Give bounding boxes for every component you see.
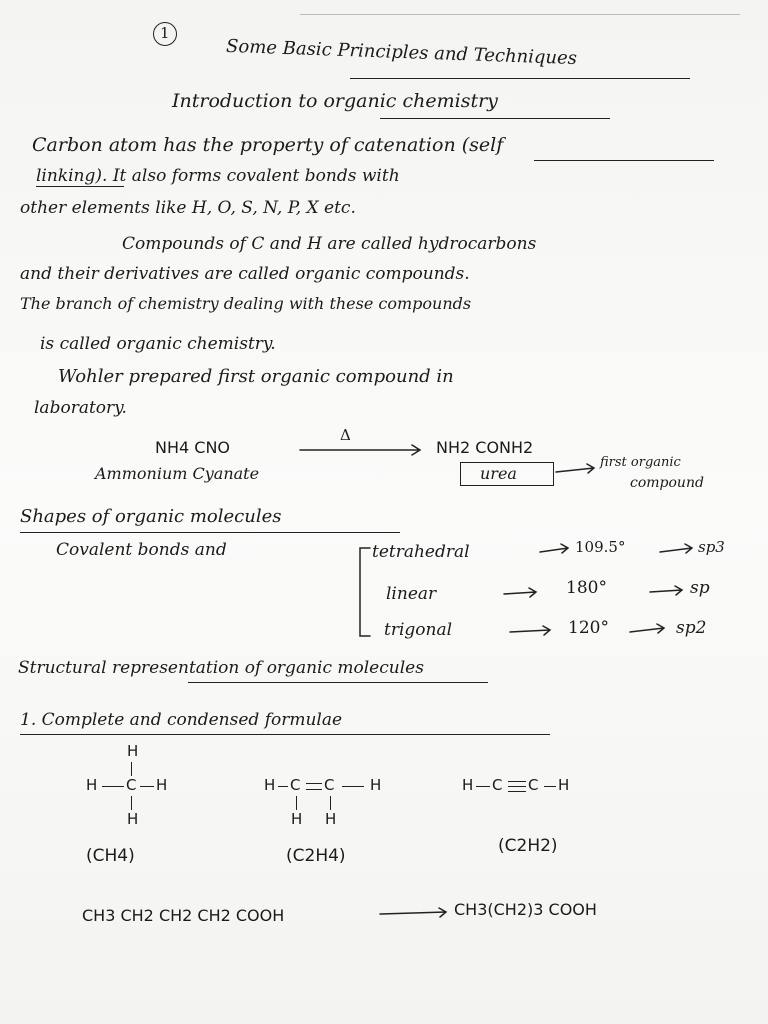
intro-line-7: is called organic chemistry. <box>40 334 276 354</box>
shapes-lead: Covalent bonds and <box>56 540 227 560</box>
shapes-heading: Shapes of organic molecules <box>20 506 282 527</box>
reactant-formula: NH4 CNO <box>155 438 230 457</box>
intro-line-4: Compounds of C and H are called hydrocarbons <box>122 234 537 254</box>
chapter-title: Some Basic Principles and Techniques <box>225 35 578 70</box>
product-name: urea <box>480 464 517 483</box>
methane-h-top: H <box>127 742 139 760</box>
formula-ethene: (C2H4) <box>286 846 346 866</box>
shape-name-linear: linear <box>386 584 437 604</box>
section-title: Introduction to organic chemistry <box>172 90 498 112</box>
formula-methane: (CH4) <box>86 846 135 866</box>
intro-line-9: laboratory. <box>34 398 127 418</box>
hybrid-linear: sp <box>690 578 710 598</box>
condensed-formula-left: CH3 CH2 CH2 CH2 COOH <box>82 906 285 925</box>
ethene-c1: C <box>290 776 301 794</box>
methane-c: C <box>126 776 137 794</box>
intro-line-8: Wohler prepared first organic compound in <box>58 366 454 387</box>
structural-heading: Structural representation of organic molecules <box>18 658 424 678</box>
ethyne-h-right: H <box>558 776 570 794</box>
tetrahedral-arrow-2 <box>660 544 692 553</box>
intro-line-3: other elements like H, O, S, N, P, X etc. <box>20 198 356 218</box>
angle-trigonal: 120° <box>568 618 609 638</box>
ethene-h-left: H <box>264 776 276 794</box>
structural-subheading: 1. Complete and condensed formulae <box>20 710 343 730</box>
shapes-bracket <box>360 548 370 636</box>
shape-name-trigonal: trigonal <box>384 620 453 640</box>
tetrahedral-arrow-1 <box>540 544 568 553</box>
ethene-h-bottom-1: H <box>291 810 303 828</box>
ethene-h-bottom-2: H <box>325 810 337 828</box>
reactant-name: Ammonium Cyanate <box>95 464 260 483</box>
angle-tetrahedral: 109.5° <box>575 538 626 556</box>
reaction-arrow <box>300 445 420 455</box>
condensed-arrow <box>380 908 446 917</box>
linear-arrow-1 <box>504 588 536 597</box>
ethyne-c2: C <box>528 776 539 794</box>
intro-line-5: and their derivatives are called organic compounds. <box>20 264 470 284</box>
methane-h-right: H <box>156 776 168 794</box>
linear-arrow-2 <box>650 586 682 595</box>
ethyne-h-left: H <box>462 776 474 794</box>
hybrid-trigonal: sp2 <box>676 618 707 638</box>
reaction-condition: Δ <box>340 426 351 444</box>
ethene-c2: C <box>324 776 335 794</box>
angle-linear: 180° <box>566 578 607 598</box>
shape-name-tetrahedral: tetrahedral <box>372 542 470 562</box>
hybrid-tetrahedral: sp3 <box>698 538 725 556</box>
ethene-h-right: H <box>370 776 382 794</box>
note-line-2: compound <box>630 475 704 491</box>
ethyne-c1: C <box>492 776 503 794</box>
urea-arrow <box>556 464 594 473</box>
trigonal-arrow-2 <box>630 624 664 633</box>
trigonal-arrow-1 <box>510 626 550 635</box>
product-formula: NH2 CONH2 <box>436 438 534 457</box>
intro-line-1: Carbon atom has the property of catenation (self <box>32 134 504 156</box>
intro-line-2: linking). It also forms covalent bonds with <box>36 166 400 186</box>
intro-line-6: The branch of chemistry dealing with these compounds <box>20 294 472 313</box>
page-number: 1 <box>160 24 170 42</box>
methane-h-left: H <box>86 776 98 794</box>
methane-h-bottom: H <box>127 810 139 828</box>
condensed-formula-right: CH3(CH2)3 COOH <box>454 900 597 919</box>
note-line-1: first organic <box>600 455 681 470</box>
formula-ethyne: (C2H2) <box>498 836 558 856</box>
